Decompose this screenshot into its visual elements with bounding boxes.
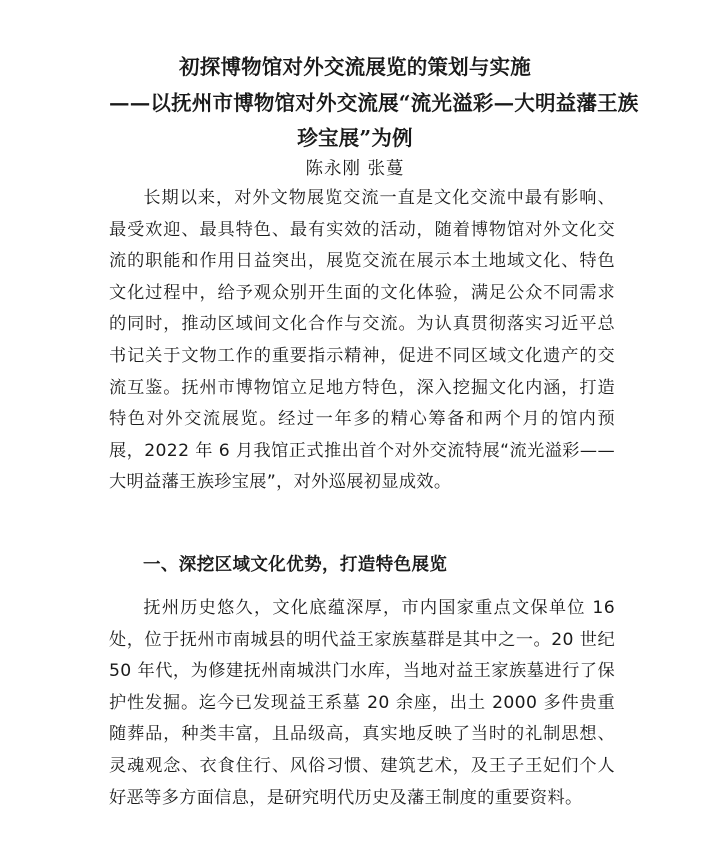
paragraph-section1: 抚州历史悠久，文化底蕴深厚，市内国家重点文保单位 16 处，位于抚州市南城县的明代益王家族墓群是其中之一。20 世纪 50 年代，为修建抚州南城洪门水库，当地对益王家族墓进行了保护性发掘。迄今已发现益王系墓 20 余座，出土 2000 多件贵重随葬品，种类丰富，且品级高，真实地反映了当时的礼制思想、灵魂观念、衣食住行、风俗习惯、建筑艺术，及王子王妃们个人好恶等多方面信息，是研究明代历史及藩王制度的重要资料。 bbox=[109, 598, 615, 808]
authors: 陈永刚 张蔓 bbox=[305, 159, 405, 179]
paragraph-intro: 长期以来，对外文物展览交流一直是文化交流中最有影响、最受欢迎、最具特色、最有实效的活动，随着博物馆对外文化交流的职能和作用日益突出，展览交流在展示本土地域文化、特色文化过程中，给予观众别开生面的文化体验，满足公众不同需求的同时，推动区域间文化合作与交流。为认真贯彻落实习近平总书记关于文物工作的重要指示精神，促进不同区域文化遗产的交流互鉴。抚州市博物馆立足地方特色，深入挖掘文化内涵，打造特色对外交流展览。经过一年多的精心筹备和两个月的馆内预展，2022 年 6 月我馆正式推出首个对外交流特展“流光溢彩——大明益藩王族珍宝展”，对外巡展初显成效。 bbox=[109, 188, 615, 493]
article-subtitle-line2: 珍宝展”为例 bbox=[297, 126, 413, 150]
article-title: 初探博物馆对外交流展览的策划与实施 bbox=[179, 55, 531, 79]
article-subtitle-line1: ——以抚州市博物馆对外交流展“流光溢彩—大明益藩王族 bbox=[109, 91, 639, 115]
section-heading: 一、深挖区域文化优势，打造特色展览 bbox=[143, 555, 448, 575]
